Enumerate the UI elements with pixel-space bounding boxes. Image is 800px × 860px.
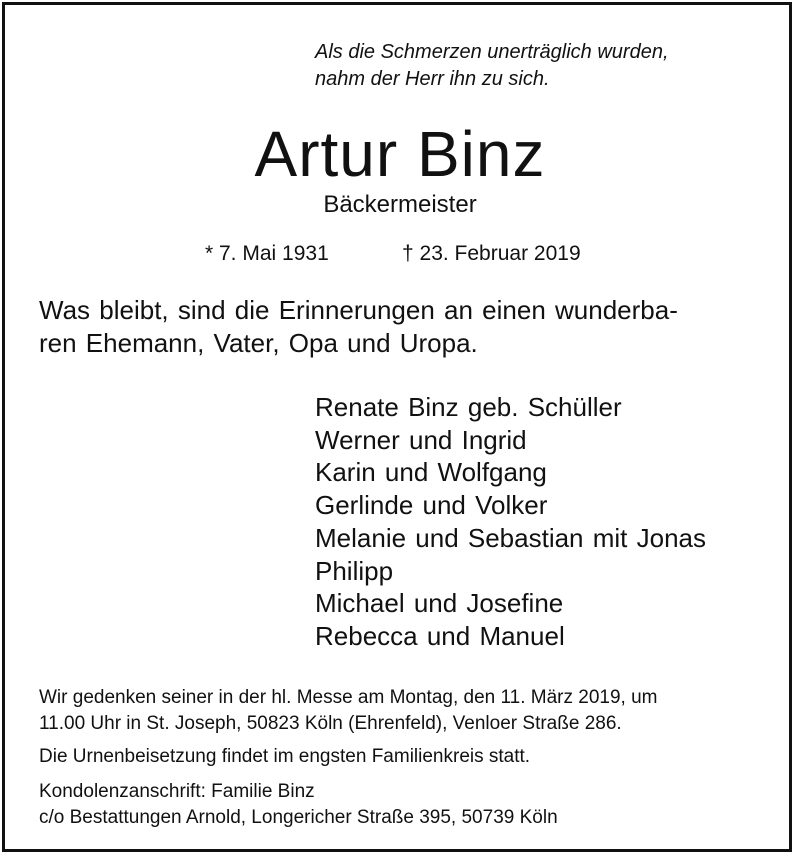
mourner-item: Gerlinde und Volker [315,490,548,521]
tribute-text [39,294,678,360]
condolence-line-1: Kondolenzanschrift: Familie Binz [39,781,315,802]
mourner-item: Karin und Wolfgang [315,457,547,488]
mass-line-1: Wir gedenken seiner in der hl. Messe am Montag, den 11. März 2019, um [39,687,658,708]
mourner-item: Philipp [315,555,394,586]
tribute-line-1: Was bleibt, sind die Erinnerungen an einen wunderba- [39,295,678,325]
birth-date: * 7. Mai 1931 [205,242,329,265]
epigraph-quote [315,39,669,93]
urn-burial-info: Die Urnenbeisetzung findet im engsten Familienkreis statt. [39,746,531,767]
deceased-profession: Bäckermeister [323,191,477,218]
epigraph-line-1: Als die Schmerzen unerträglich wurden, [315,41,669,63]
obituary-notice [2,2,792,852]
deceased-name: Artur Binz [254,118,546,190]
memorial-mass-info [39,685,658,737]
mourner-item: Melanie und Sebastian mit Jonas [315,522,707,553]
death-date: † 23. Februar 2019 [402,242,581,265]
mass-line-2: 11.00 Uhr in St. Joseph, 50823 Köln (Ehrenfeld), Venloer Straße 286. [39,713,622,734]
mourner-item: Renate Binz geb. Schüller [315,392,622,422]
condolence-line-2: c/o Bestattungen Arnold, Longericher Straße 395, 50739 Köln [39,807,558,828]
mourners-list [315,391,706,653]
epigraph-line-2: nahm der Herr ihn zu sich. [315,68,550,90]
mourner-item: Werner und Ingrid [315,424,527,455]
mourner-item: Rebecca und Manuel [315,620,565,651]
tribute-line-2: ren Ehemann, Vater, Opa und Uropa. [39,328,478,358]
condolence-address [39,779,558,831]
mourner-item: Michael und Josefine [315,588,564,619]
